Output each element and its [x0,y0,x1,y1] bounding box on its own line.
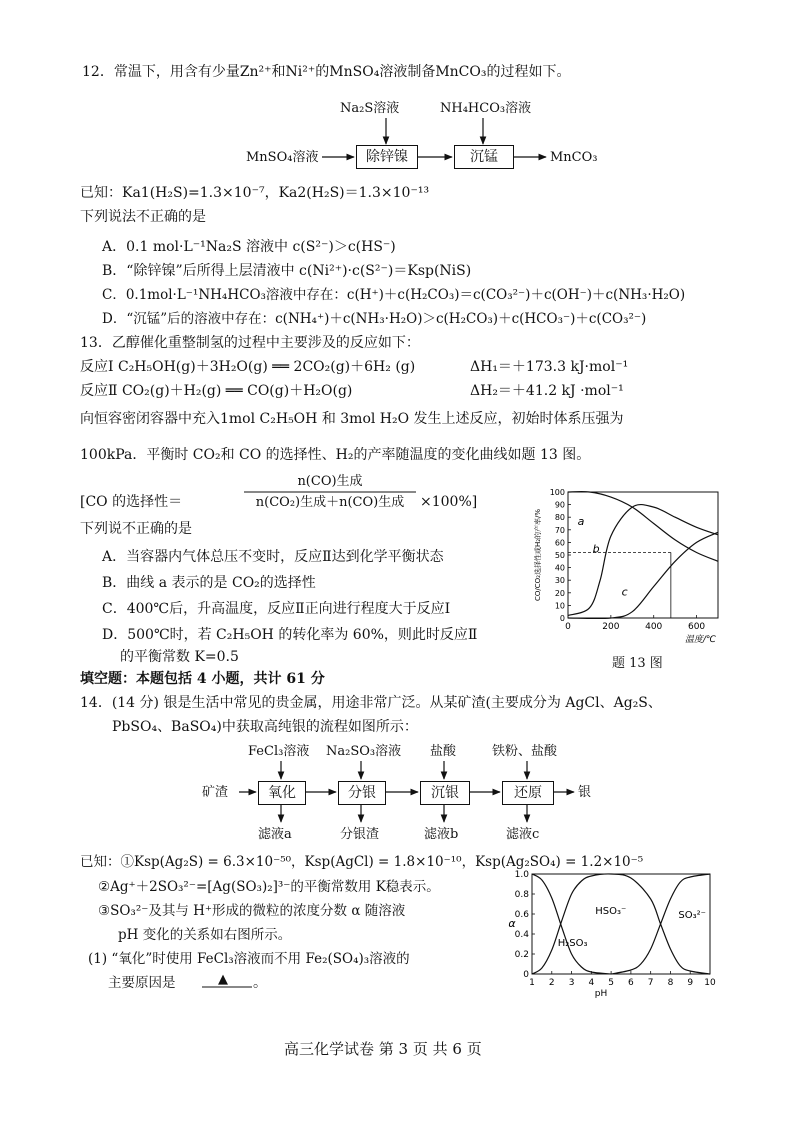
chart-13-ytick-label: 10 [554,601,565,611]
q13-reaction1: 反应Ⅰ C₂H₅OH(g)＋3H₂O(g) ══ 2CO₂(g)＋6H₂ (g) [80,359,416,375]
chart-ph-series-label: SO₃²⁻ [678,910,706,921]
q14-step-separate: 分银 [338,781,386,805]
chart-ph-xtick-label: 8 [667,978,674,988]
q14-output-1: 滤液a [258,827,292,842]
q13-selectivity-tail: ×100%] [420,494,478,510]
page-footer: 高三化学试卷 第 3 页 共 6 页 [284,1040,482,1058]
chart-13-ytick-label: 90 [554,500,565,510]
q14-reagent-1: FeCl₃溶液 [248,744,310,759]
chart-13-ylabel: CO/CO₂选择性或H₂的产率/% [534,508,542,602]
chart-13-series-b [568,505,718,616]
q12-stem: 12．常温下，用含有少量Zn²⁺和Ni²⁺的MnSO₄溶液制备MnCO₃的过程如下。 [82,64,571,80]
answer-blank-tail: 。 [253,975,267,991]
q13-option-a: A．当容器内气体总压不变时，反应Ⅱ达到化学平衡状态 [102,549,444,565]
q13-reaction2: 反应Ⅱ CO₂(g)＋H₂(g) ══ CO(g)＋H₂O(g) [80,383,353,399]
q12-step2-box: 沉锰 [454,145,514,169]
chart-13-ytick-label: 40 [554,563,565,573]
q13-dh2: ΔH₂＝＋41.2 kJ ·mol⁻¹ [470,383,624,399]
q14-step-reduce: 还原 [502,781,554,805]
q12-option-a: A．0.1 mol·L⁻¹Na₂S 溶液中 c(S²⁻)＞c(HS⁻) [102,239,396,255]
chart-13-ytick-label: 0 [559,614,565,623]
q14-sub1-line2: 主要原因是 [108,975,176,991]
q13-dh1: ΔH₁＝＋173.3 kJ·mol⁻¹ [470,359,629,375]
q12-known: 已知：Ka1(H₂S)=1.3×10⁻⁷，Ka2(H₂S)＝1.3×10⁻¹³ [80,185,430,201]
chart-ph-ytick-label: 1.0 [514,870,529,880]
chart-13 [530,484,730,644]
chart-ph-xtick-label: 7 [647,978,654,988]
chart-ph-xtick-label: 4 [588,978,595,988]
chart-ph-ytick-label: 0 [523,970,529,980]
chart-13-xtick-label: 600 [687,622,706,632]
q12-step1-box: 除锌镍 [356,145,418,169]
chart-ph-series-label: HSO₃⁻ [595,906,627,917]
chart-13-label-c: c [621,585,628,599]
q13-stem: 13．乙醇催化重整制氢的过程中主要涉及的反应如下： [80,335,420,351]
chart-13-label-b: b [592,542,600,556]
q12-ask: 下列说法不正确的是 [80,209,206,225]
q14-reagent-3: 盐酸 [430,744,457,759]
q14-known-3b: pH 变化的关系如右图所示。 [118,927,292,943]
chart-ph-series-label: H₂SO₃ [557,938,588,949]
chart-13-xtick-label: 0 [565,622,571,632]
q14-stem-line2: PbSO₄、BaSO₄)中获取高纯银的流程如图所示： [112,719,418,735]
chart-ph-ytick-label: 0.6 [514,910,529,920]
q14-output-4: 滤液c [506,827,540,842]
chart-13-caption: 题 13 图 [612,656,663,671]
chart-ph-xtick-label: 2 [548,978,555,988]
chart-ph-frame [532,874,710,974]
q12-flow-output: MnCO₃ [550,150,598,165]
chart-13-ytick-label: 70 [554,525,565,535]
q13-option-b: B．曲线 a 表示的是 CO₂的选择性 [102,575,316,591]
q13-denominator: n(CO₂)生成＋n(CO)生成 [255,495,405,510]
q14-step-oxidize: 氧化 [258,781,306,805]
chart-13-xlabel: 温度/℃ [684,635,716,644]
chart-13-xtick-label: 200 [602,622,620,632]
q13-option-d-cont: 的平衡常数 K=0.5 [120,649,239,665]
q13-option-c: C．400℃后，升高温度，反应Ⅱ正向进行程度大于反应Ⅰ [102,601,451,617]
answer-blank-marker[interactable]: ▲ [218,972,228,987]
chart-ph-ylabel: α [508,917,516,930]
chart-ph-ytick-label: 0.8 [514,890,529,900]
q14-known-2: ②Ag⁺＋2SO₃²⁻=[Ag(SO₃)₂]³⁻的平衡常数用 K稳表示。 [98,879,440,895]
q14-reagent-2: Na₂SO₃溶液 [326,744,402,759]
chart-ph-ytick-label: 0.2 [514,950,529,960]
section-heading: 填空题：本题包括 4 小题，共计 61 分 [80,671,325,687]
chart-ph-ytick-label: 0.4 [514,930,529,940]
q14-output-2: 分银渣 [340,827,380,842]
q12-reagent2: NH₄HCO₃溶液 [440,101,532,116]
chart-ph-xtick-label: 1 [529,978,535,988]
chart-ph-xtick-label: 3 [568,978,575,988]
chart-ph-xlabel: pH [594,989,608,999]
chart-ph [500,868,720,1002]
chart-13-ytick-label: 30 [554,576,565,586]
q13-para1: 向恒容密闭容器中充入1mol C₂H₅OH 和 3mol H₂O 发生上述反应，初始时体系压强为 [80,411,624,427]
q14-ore: 矿渣 [202,785,229,800]
chart-ph-series [532,874,611,974]
q12-option-b: B．“除锌镍”后所得上层清液中 c(Ni²⁺)·c(S²⁻)＝Ksp(NiS) [102,263,472,279]
q14-sub1-line1: (1) “氧化”时使用 FeCl₃溶液而不用 Fe₂(SO₄)₃溶液的 [88,951,410,967]
q12-reagent1: Na₂S溶液 [340,101,400,116]
chart-ph-series [532,874,710,974]
q12-option-d: D．“沉锰”后的溶液中存在：c(NH₄⁺)＋c(NH₃·H₂O)＞c(H₂CO₃)＋c(HCO₃⁻)＋c(CO₃²⁻) [102,311,647,327]
chart-ph-xtick-label: 9 [687,978,694,988]
q12-option-c: C．0.1mol·L⁻¹NH₄HCO₃溶液中存在：c(H⁺)＋c(H₂CO₃)＝c(CO₃²⁻)＋c(OH⁻)＋c(NH₃·H₂O) [102,287,686,303]
q13-selectivity-label: [CO 的选择性＝ [80,494,183,510]
q14-output-3: 滤液b [424,827,459,842]
chart-13-ytick-label: 60 [554,538,565,548]
q14-step-precipitate: 沉银 [420,781,470,805]
chart-13-ytick-label: 80 [554,513,565,523]
chart-ph-series [611,874,710,974]
chart-ph-xtick-label: 10 [704,978,716,988]
q13-ask: 下列说不正确的是 [80,521,192,537]
chart-13-ytick-label: 100 [549,488,565,497]
chart-13-ytick-label: 50 [554,551,565,560]
chart-13-frame [568,492,718,618]
q14-known-3a: ③SO₃²⁻及其与 H⁺形成的微粒的浓度分数 α 随溶液 [98,903,406,919]
q14-reagent-4: 铁粉、盐酸 [492,744,558,759]
chart-13-label-a: a [577,514,585,528]
chart-ph-xtick-label: 6 [628,978,634,988]
q13-option-d: D．500℃时，若 C₂H₅OH 的转化率为 60%，则此时反应Ⅱ [102,627,478,643]
chart-13-xtick-label: 400 [645,622,663,632]
q14-product: 银 [578,785,592,800]
q14-stem-line1: 14．(14 分) 银是生活中常见的贵金属，用途非常广泛。从某矿渣(主要成分为 AgCl、Ag₂S、 [80,695,662,711]
q13-para2: 100kPa．平衡时 CO₂和 CO 的选择性、H₂的产率随温度的变化曲线如题 13 图。 [80,447,591,463]
q13-numerator: n(CO)生成 [297,474,363,489]
chart-ph-xtick-label: 5 [608,978,614,988]
chart-13-ytick-label: 20 [554,588,565,598]
q12-flow-input: MnSO₄溶液 [246,150,319,165]
q14-known-1: 已知：①Ksp(Ag₂S) = 6.3×10⁻⁵⁰，Ksp(AgCl) = 1.8×10⁻¹⁰，Ksp(Ag₂SO₄) = 1.2×10⁻⁵ [80,854,644,870]
